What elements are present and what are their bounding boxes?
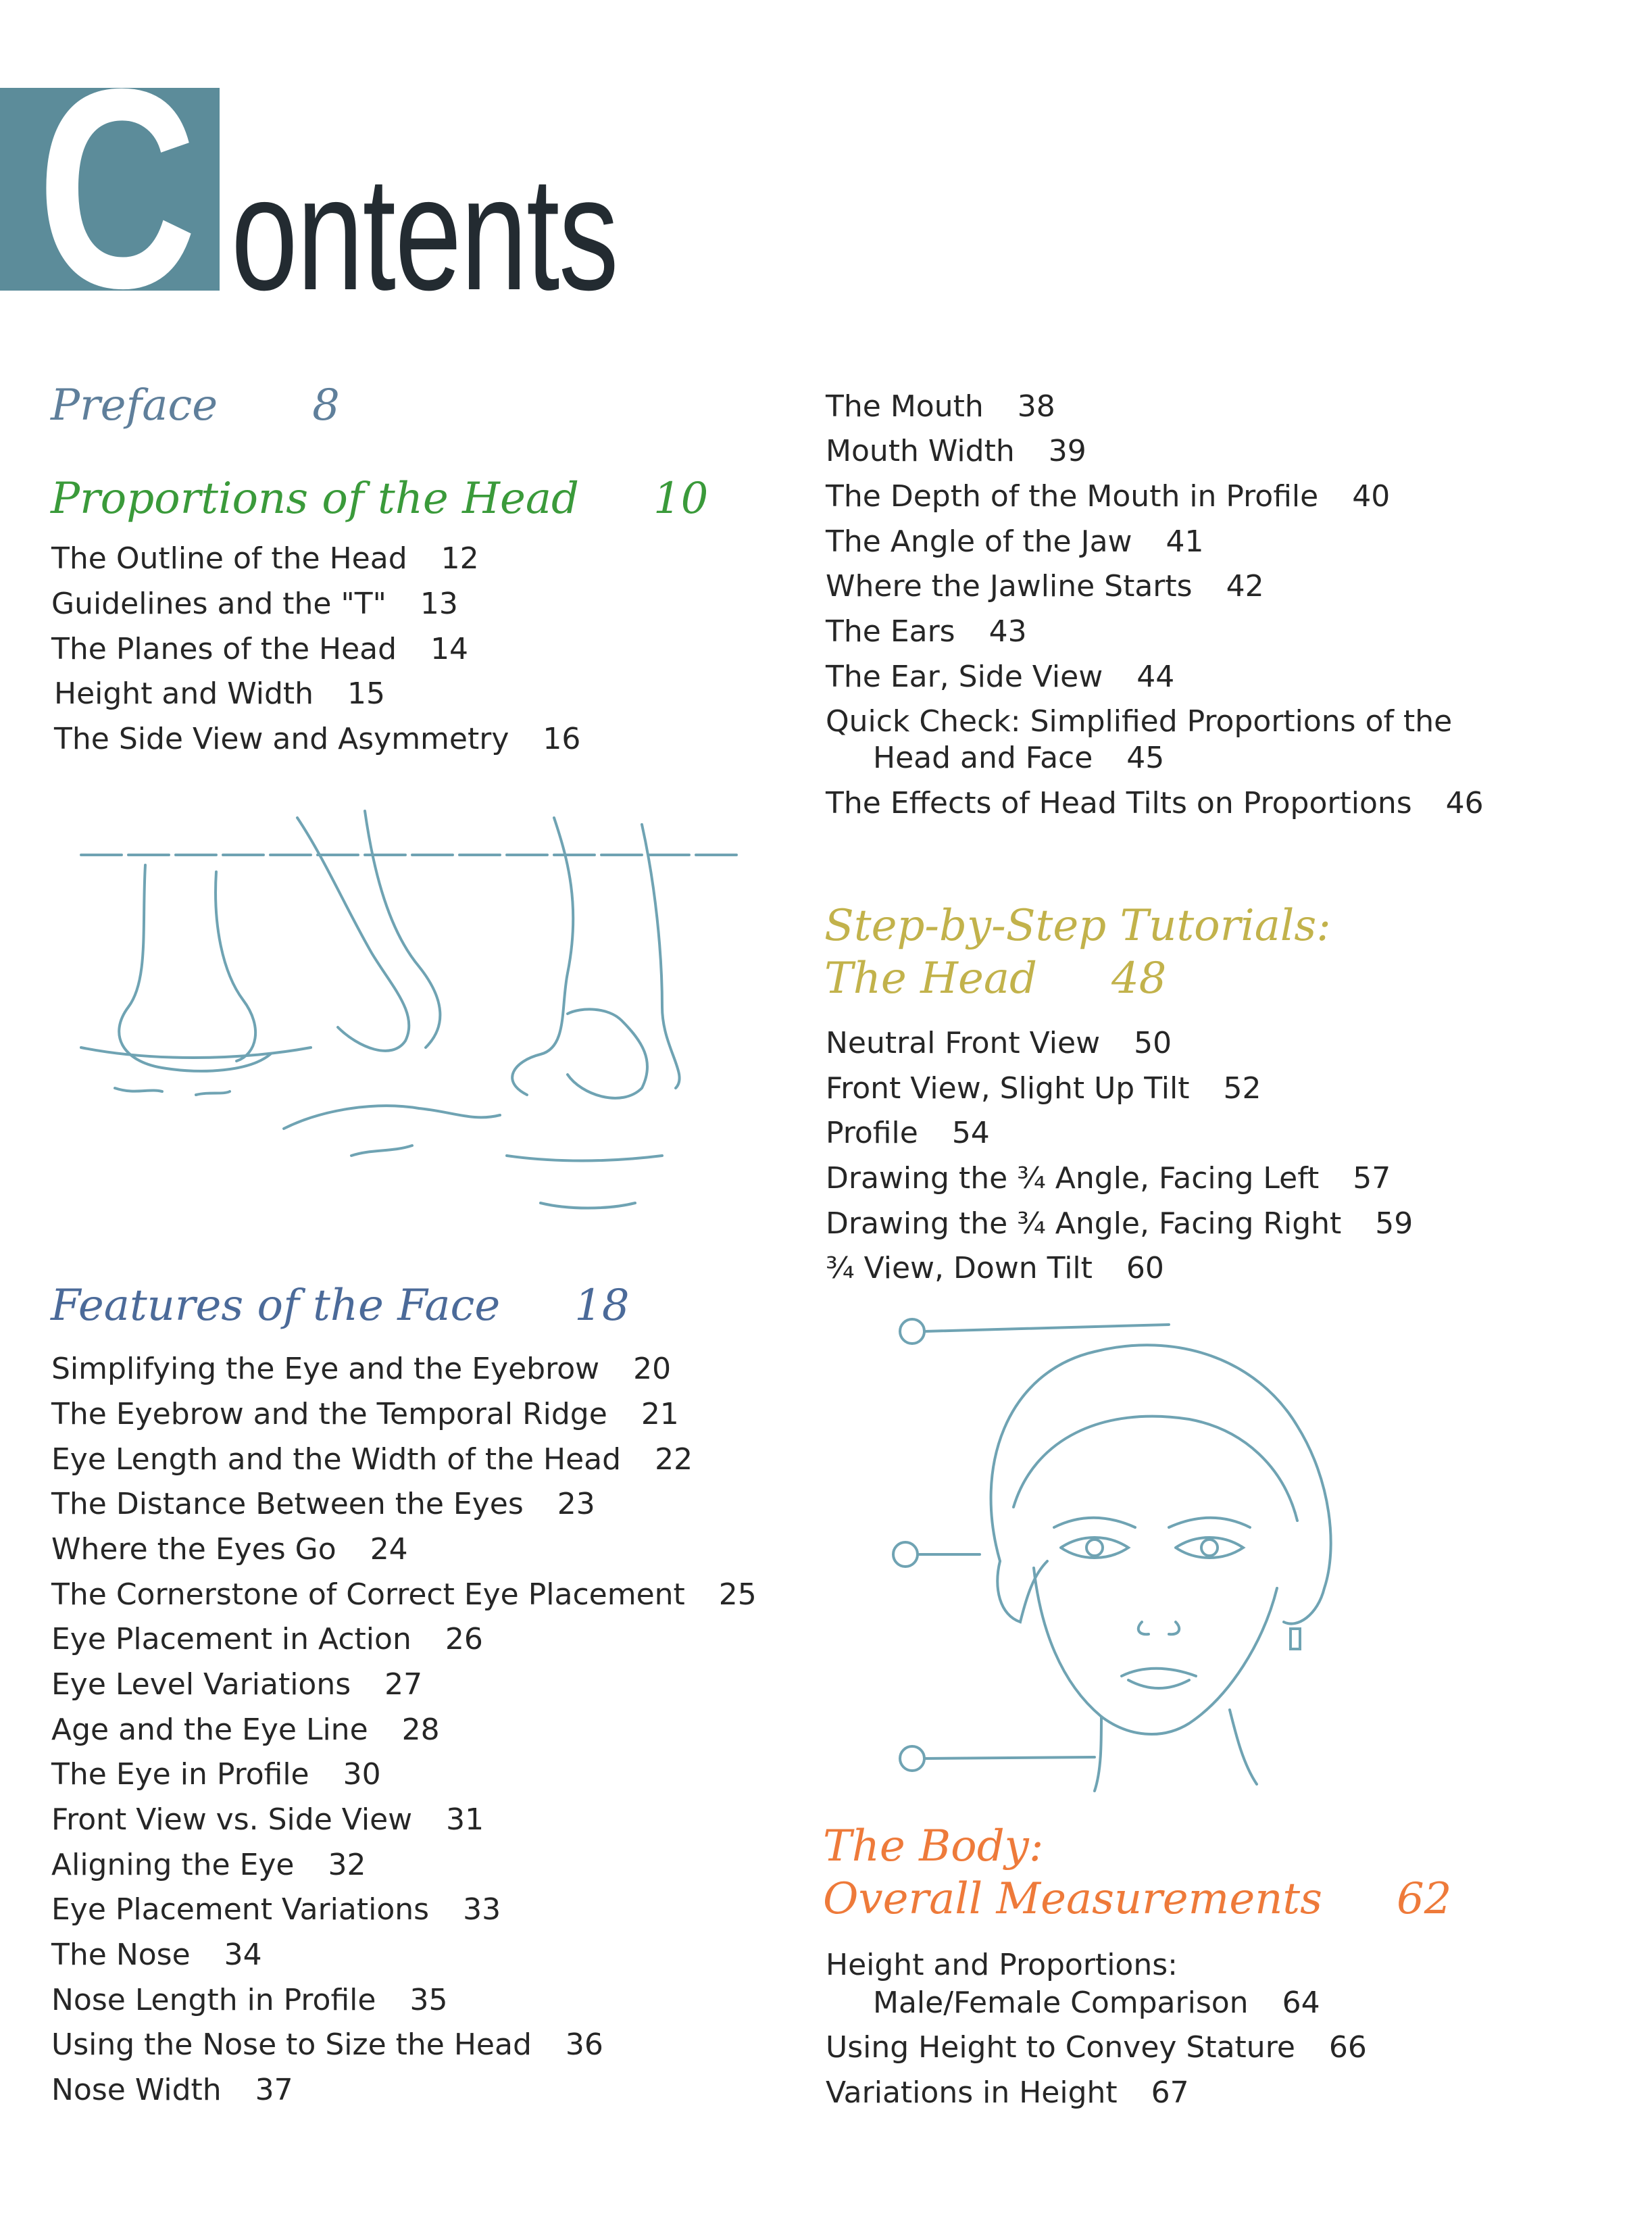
entry-page: 24 xyxy=(370,1532,408,1567)
toc-entry[interactable] xyxy=(51,1442,693,1477)
entry-label: The Ear, Side View xyxy=(826,660,1103,694)
entry-page: 66 xyxy=(1328,2030,1367,2065)
entry-page: 45 xyxy=(1126,741,1165,775)
toc-entry[interactable] xyxy=(826,1118,990,1148)
entry-page: 36 xyxy=(565,2027,603,2062)
toc-entry[interactable] xyxy=(826,1206,1413,1241)
entry-label: The Ears xyxy=(826,614,955,649)
entry-label: Neutral Front View xyxy=(826,1026,1101,1060)
entry-label: Mouth Width xyxy=(826,434,1015,468)
section-label: Proportions of the Head xyxy=(51,474,579,524)
toc-entry[interactable] xyxy=(51,541,479,576)
entry-page: 59 xyxy=(1375,1206,1413,1241)
entry-label: Head and Face xyxy=(873,741,1093,775)
entry-label: The Angle of the Jaw xyxy=(826,524,1132,559)
entry-page: 57 xyxy=(1353,1161,1391,1196)
entry-label: The Depth of the Mouth in Profile xyxy=(826,479,1319,514)
section-body[interactable] xyxy=(823,1821,1452,1924)
toc-entry[interactable] xyxy=(51,1940,262,1970)
entry-label: Front View vs. Side View xyxy=(51,1802,413,1837)
entry-page: 30 xyxy=(343,1757,381,1792)
entry-page: 50 xyxy=(1134,1026,1172,1060)
toc-entry[interactable] xyxy=(51,1667,423,1702)
entry-label: The Eye in Profile xyxy=(51,1757,309,1792)
entry-page: 33 xyxy=(463,1892,501,1927)
page-title: ontents xyxy=(231,143,618,324)
section-page: 8 xyxy=(312,380,340,430)
entry-label: The Planes of the Head xyxy=(51,632,397,666)
entry-label: Height and Width xyxy=(54,676,314,711)
entry-page: 21 xyxy=(641,1397,679,1431)
toc-entry[interactable] xyxy=(826,1950,1178,1980)
section-label-line2: Overall Measurements xyxy=(823,1874,1322,1924)
toc-entry[interactable] xyxy=(826,662,1174,692)
entry-label: Front View, Slight Up Tilt xyxy=(826,1071,1190,1106)
toc-entry[interactable] xyxy=(826,2030,1367,2065)
entry-label: The Outline of the Head xyxy=(51,541,407,576)
entry-label: Using the Nose to Size the Head xyxy=(51,2027,532,2062)
entry-page: 46 xyxy=(1445,786,1484,820)
section-tutorials[interactable] xyxy=(824,901,1331,1004)
toc-entry[interactable] xyxy=(51,1487,595,1521)
entry-page: 38 xyxy=(1017,389,1055,424)
toc-entry[interactable] xyxy=(826,389,1055,424)
section-page: 48 xyxy=(1111,954,1167,1004)
entry-label: Eye Level Variations xyxy=(51,1667,351,1702)
entry-label: The Effects of Head Tilts on Proportions xyxy=(826,786,1412,820)
section-label: Preface xyxy=(51,380,218,430)
entry-label: Simplifying the Eye and the Eyebrow xyxy=(51,1352,600,1386)
entry-label: Eye Placement in Action xyxy=(51,1622,411,1656)
entry-page: 31 xyxy=(446,1802,484,1837)
entry-label: The Distance Between the Eyes xyxy=(51,1487,524,1521)
toc-entry[interactable] xyxy=(826,1071,1261,1106)
entry-label: Profile xyxy=(826,1116,918,1150)
toc-entry[interactable] xyxy=(51,1983,448,2017)
entry-page: 28 xyxy=(401,1713,440,1747)
entry-page: 37 xyxy=(255,2073,293,2107)
toc-entry[interactable] xyxy=(51,1892,501,1927)
entry-page: 27 xyxy=(384,1667,423,1702)
entry-page: 12 xyxy=(441,541,479,576)
entry-page: 16 xyxy=(543,722,581,756)
entry-page: 67 xyxy=(1151,2075,1189,2110)
toc-entry[interactable] xyxy=(51,589,458,619)
section-label: Step-by-Step Tutorials: xyxy=(824,901,1331,951)
entry-page: 44 xyxy=(1136,660,1175,694)
toc-entry[interactable] xyxy=(826,743,1164,773)
entry-page: 64 xyxy=(1282,1986,1320,2020)
entry-page: 34 xyxy=(224,1938,262,1972)
entry-label: Variations in Height xyxy=(826,2075,1118,2110)
toc-entry[interactable] xyxy=(51,1532,408,1567)
toc-entry[interactable] xyxy=(51,1850,366,1880)
entry-label: The Mouth xyxy=(826,389,984,424)
face-sketch-illustration xyxy=(878,1304,1405,1804)
entry-label: The Side View and Asymmetry xyxy=(54,722,509,756)
toc-entry[interactable] xyxy=(51,1757,381,1792)
entry-page: 42 xyxy=(1226,569,1264,604)
title-first-letter: C xyxy=(37,30,197,347)
entry-label: Aligning the Eye xyxy=(51,1848,295,1882)
entry-label: Where the Jawline Starts xyxy=(826,569,1193,604)
section-label: Features of the Face xyxy=(51,1281,501,1331)
entry-label: Nose Width xyxy=(51,2073,222,2107)
entry-page: 40 xyxy=(1352,479,1391,514)
section-preface[interactable] xyxy=(51,380,340,430)
entry-label: Using Height to Convey Stature xyxy=(826,2030,1295,2065)
entry-page: 14 xyxy=(430,632,469,666)
entry-page: 60 xyxy=(1126,1251,1164,1285)
entry-page: 32 xyxy=(328,1848,366,1882)
toc-entry[interactable] xyxy=(51,2027,603,2062)
entry-label: Age and the Eye Line xyxy=(51,1713,368,1747)
toc-entry[interactable] xyxy=(51,1354,671,1384)
toc-entry[interactable] xyxy=(54,676,386,711)
toc-entry[interactable] xyxy=(826,614,1027,649)
section-page: 10 xyxy=(653,474,709,524)
toc-entry[interactable] xyxy=(826,1988,1320,2018)
entry-page: 52 xyxy=(1223,1071,1261,1106)
toc-entry[interactable] xyxy=(826,1026,1172,1060)
entry-page: 35 xyxy=(409,1983,448,2017)
section-page: 18 xyxy=(574,1281,630,1331)
entry-label: The Cornerstone of Correct Eye Placement xyxy=(51,1577,685,1612)
entry-label: Drawing the ¾ Angle, Facing Right xyxy=(826,1206,1342,1241)
toc-entry[interactable] xyxy=(826,569,1264,604)
entry-page: 43 xyxy=(988,614,1027,649)
entry-label: Eye Length and the Width of the Head xyxy=(51,1442,622,1477)
entry-page: 25 xyxy=(718,1577,757,1612)
entry-page: 26 xyxy=(445,1622,483,1656)
entry-label: Quick Check: Simplified Proportions of the xyxy=(826,704,1453,739)
toc-entry[interactable] xyxy=(826,479,1391,514)
toc-entry[interactable] xyxy=(826,1251,1164,1285)
entry-label: Male/Female Comparison xyxy=(873,1986,1249,2020)
toc-entry[interactable] xyxy=(51,1577,757,1612)
toc-entry[interactable] xyxy=(51,1715,440,1745)
toc-entry[interactable] xyxy=(51,1397,679,1431)
entry-label: Nose Length in Profile xyxy=(51,1983,376,2017)
toc-entry[interactable] xyxy=(51,632,469,666)
toc-entry[interactable] xyxy=(826,786,1484,820)
entry-page: 39 xyxy=(1048,434,1086,468)
section-proportions[interactable] xyxy=(51,474,709,524)
entry-label: Height and Proportions: xyxy=(826,1948,1178,1982)
entry-label: ¾ View, Down Tilt xyxy=(826,1251,1093,1285)
toc-entry[interactable] xyxy=(826,524,1204,559)
entry-label: Drawing the ¾ Angle, Facing Left xyxy=(826,1161,1320,1196)
entry-page: 22 xyxy=(655,1442,693,1477)
toc-entry[interactable] xyxy=(51,1802,484,1837)
entry-page: 54 xyxy=(951,1116,990,1150)
entry-page: 23 xyxy=(557,1487,595,1521)
toc-entry[interactable] xyxy=(826,434,1086,468)
nose-sketch-illustration xyxy=(68,804,743,1223)
entry-page: 13 xyxy=(420,587,458,621)
entry-page: 15 xyxy=(347,676,386,711)
toc-entry[interactable] xyxy=(51,1622,483,1656)
section-label: The Body: xyxy=(823,1821,1044,1871)
toc-entry[interactable] xyxy=(826,2075,1189,2110)
entry-label: The Eyebrow and the Temporal Ridge xyxy=(51,1397,607,1431)
toc-entry[interactable] xyxy=(51,2075,293,2105)
section-page: 62 xyxy=(1396,1874,1452,1924)
entry-label: Guidelines and the "T" xyxy=(51,587,386,621)
entry-label: The Nose xyxy=(51,1938,191,1972)
entry-label: Where the Eyes Go xyxy=(51,1532,336,1567)
toc-entry[interactable] xyxy=(54,724,580,754)
section-label-line2: The Head xyxy=(824,954,1037,1004)
entry-page: 20 xyxy=(633,1352,672,1386)
entry-page: 41 xyxy=(1166,524,1204,559)
toc-entry[interactable] xyxy=(826,1161,1391,1196)
toc-entry[interactable] xyxy=(826,704,1453,739)
section-features[interactable] xyxy=(51,1281,630,1331)
entry-label: Eye Placement Variations xyxy=(51,1892,430,1927)
